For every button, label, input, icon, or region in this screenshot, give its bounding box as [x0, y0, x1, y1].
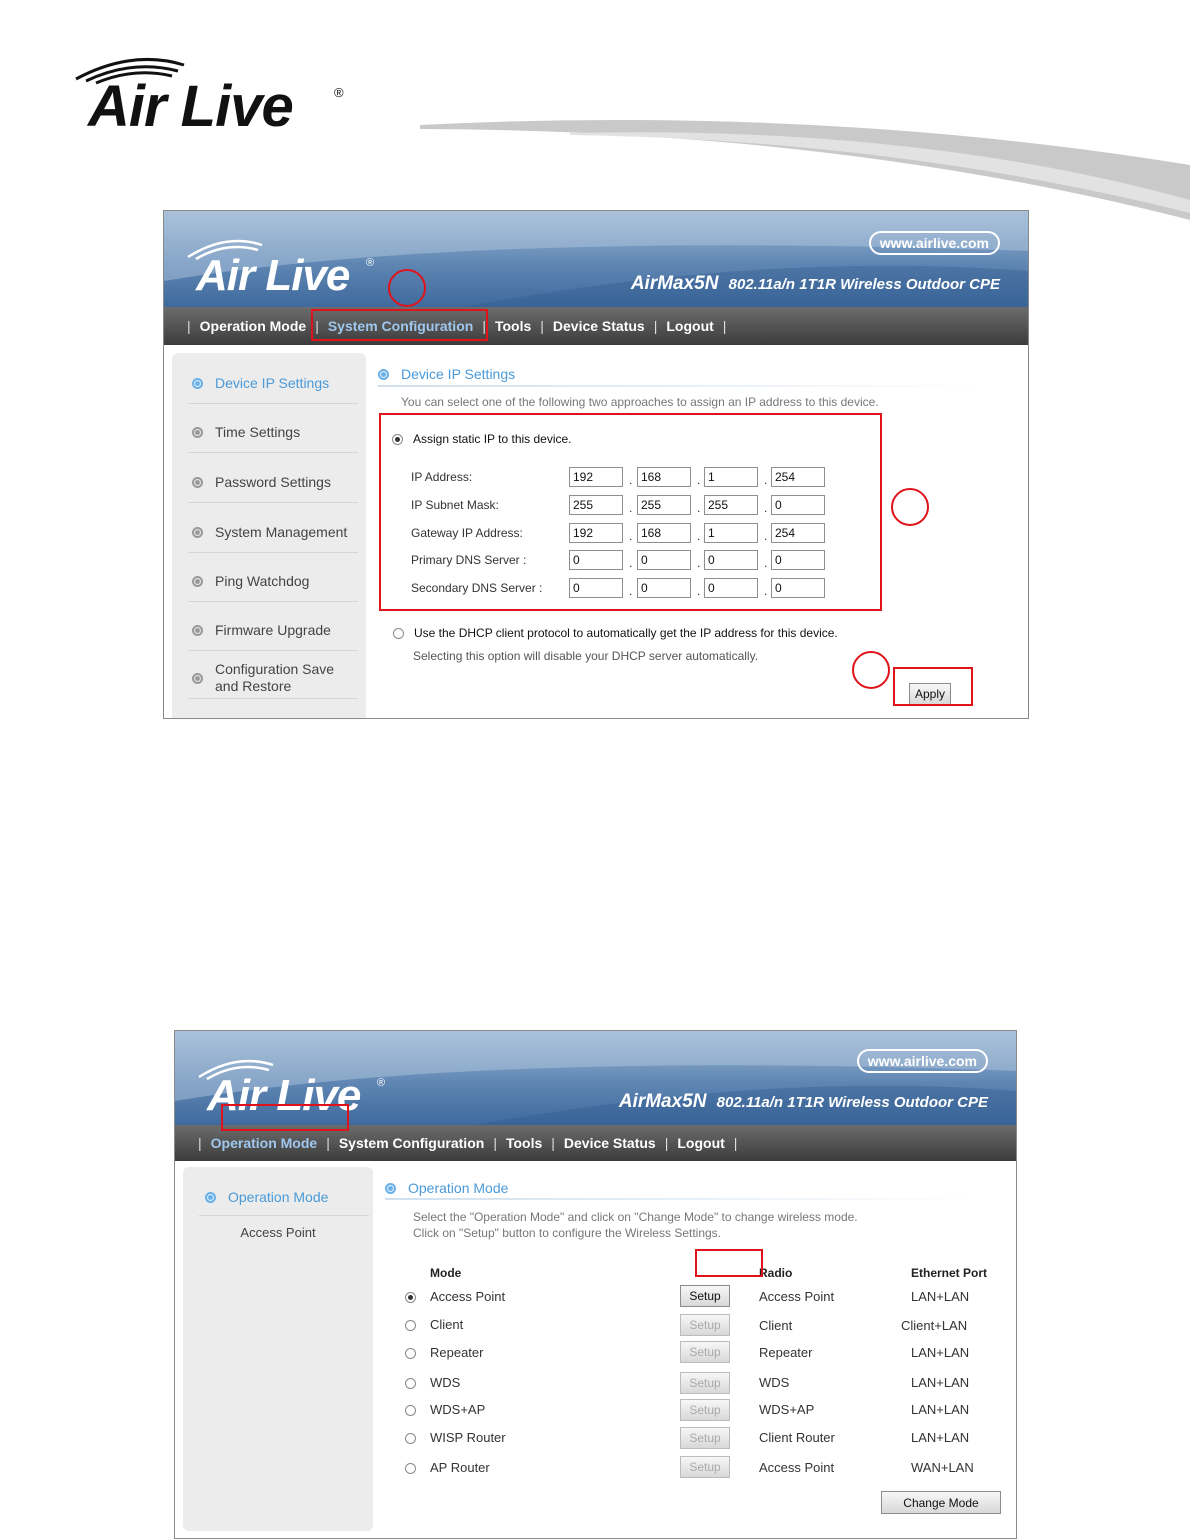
banner-logo-wordmark: Air Live — [207, 1071, 361, 1120]
bullet-icon — [385, 1183, 396, 1194]
mode-radio-ap-router[interactable] — [405, 1463, 416, 1474]
sidebar-item-device-ip-settings[interactable]: Device IP Settings — [192, 375, 362, 391]
page-description: You can select one of the following two approaches to assign an IP address to this device. — [401, 395, 879, 409]
mode-radio-repeater[interactable] — [405, 1348, 416, 1359]
radio-label: Repeater — [759, 1345, 813, 1360]
banner-logo-wordmark: Air Live — [196, 251, 350, 300]
bullet-icon — [192, 477, 203, 488]
mode-radio-client[interactable] — [405, 1320, 416, 1331]
ethernet-label: Client+LAN — [901, 1318, 968, 1333]
ip-address-label: IP Address: — [411, 470, 473, 484]
setup-button-client[interactable]: Setup — [680, 1314, 730, 1336]
step-marker-3 — [852, 651, 890, 689]
main-nav: | Operation Mode | System Configuration | Tools | Device Status | Logout | — [164, 307, 1028, 345]
ethernet-label: LAN+LAN — [911, 1430, 970, 1445]
registered-mark: ® — [334, 85, 344, 100]
highlight-setup-column — [695, 1249, 763, 1277]
website-link[interactable]: www.airlive.com — [857, 1049, 988, 1073]
mode-radio-wds[interactable] — [405, 1378, 416, 1389]
gateway-label: Gateway IP Address: — [411, 526, 523, 540]
sidebar-item-time-settings[interactable]: Time Settings — [192, 424, 362, 440]
setup-button-access-point[interactable]: Setup — [680, 1285, 730, 1307]
radio-label: Access Point — [759, 1460, 835, 1475]
nav-system-configuration[interactable]: System Configuration — [338, 1135, 485, 1151]
mode-label: Access Point — [430, 1289, 506, 1304]
logo-wordmark: Air Live — [88, 74, 293, 139]
banner-logo — [186, 237, 375, 300]
column-header-radio: Radio — [759, 1266, 793, 1280]
nav-logout[interactable]: Logout — [666, 318, 714, 334]
mode-label: Repeater — [430, 1345, 484, 1360]
bullet-icon — [192, 673, 203, 684]
setup-button-repeater[interactable]: Setup — [680, 1341, 730, 1363]
radio-label: Access Point — [759, 1289, 835, 1304]
sidebar-item-configuration-save-restore[interactable]: Configuration Save and Restore — [192, 661, 362, 695]
radio-label: Client — [759, 1318, 793, 1333]
nav-operation-mode[interactable]: Operation Mode — [210, 1135, 318, 1151]
page-logo — [72, 55, 362, 139]
device-ip-settings-screenshot: Air Live ® www.airlive.com AirMax5N 802.11a/n 1T1R Wireless Outdoor CPE | Operation Mode | System Configuration | Tools | Device Status | Logout | Device IP Settings Time Settings Password Settings System Management Ping Watchdog Firmware Upgrade Configuration Save and Restore Device IP Settings You can select one of the following two approaches to assign an IP address to this device. Assign static IP to this device. IP Address: 192 . 168 . 1 . 254 IP Subnet Mask: 255 . 255 . 255 . 0 Gateway IP Address: 192 . 168 . 1 . 254 Primary DNS Server : 0 . 0 . 0 . 0 Secondary DNS Server : 0 . 0 . 0 . 0 Use the DHCP client protocol to automatically get the IP address for this device. Selecting this option will disable your DHCP server automatically. Apply — [163, 210, 1029, 719]
setup-button-ap-router[interactable]: Setup — [680, 1456, 730, 1478]
dhcp-radio[interactable] — [393, 628, 404, 639]
bullet-icon — [192, 576, 203, 587]
ethernet-label: WAN+LAN — [911, 1460, 974, 1475]
sidebar — [183, 1167, 373, 1531]
nav-operation-mode[interactable]: Operation Mode — [199, 318, 307, 334]
page-description: Select the "Operation Mode" and click on "Change Mode" to change wireless mode. Click on "Setup" button to configure the Wireless Settings. — [413, 1210, 858, 1240]
bullet-icon — [378, 369, 389, 380]
static-ip-option[interactable]: Assign static IP to this device. — [392, 432, 572, 446]
step-marker-1 — [388, 269, 426, 307]
apply-button[interactable]: Apply — [909, 683, 951, 705]
mode-label: WDS — [430, 1375, 461, 1390]
nav-tools[interactable]: Tools — [505, 1135, 543, 1151]
sidebar-item-operation-mode[interactable]: Operation Mode — [205, 1189, 375, 1205]
secondary-dns-label: Secondary DNS Server : — [411, 581, 543, 595]
model-description: 802.11a/n 1T1R Wireless Outdoor CPE — [716, 1094, 988, 1111]
main-nav: | Operation Mode | System Configuration | Tools | Device Status | Logout | — [175, 1125, 1016, 1161]
radio-label: WDS+AP — [759, 1402, 815, 1417]
nav-tools[interactable]: Tools — [494, 318, 532, 334]
ethernet-label: LAN+LAN — [911, 1375, 970, 1390]
highlight-system-configuration — [311, 309, 488, 341]
dhcp-note: Selecting this option will disable your DHCP server automatically. — [413, 649, 759, 663]
dhcp-option[interactable]: Use the DHCP client protocol to automatically get the IP address for this device. — [393, 626, 838, 640]
page-title: Device IP Settings — [378, 366, 515, 382]
page-title: Operation Mode — [385, 1180, 508, 1196]
change-mode-button[interactable]: Change Mode — [881, 1491, 1001, 1514]
mode-radio-wds-ap[interactable] — [405, 1405, 416, 1416]
primary-dns-label: Primary DNS Server : — [411, 553, 527, 567]
model-name: AirMax5N — [618, 1091, 707, 1112]
nav-device-status[interactable]: Device Status — [552, 318, 645, 334]
registered-mark: ® — [366, 257, 375, 269]
column-header-mode: Mode — [430, 1266, 462, 1280]
nav-device-status[interactable]: Device Status — [563, 1135, 656, 1151]
subnet-mask-label: IP Subnet Mask: — [411, 498, 499, 512]
mode-label: WDS+AP — [430, 1402, 486, 1417]
mode-label: Client — [430, 1317, 464, 1332]
highlight-apply — [893, 667, 973, 706]
bullet-icon — [192, 527, 203, 538]
mode-radio-access-point[interactable] — [405, 1292, 416, 1303]
sidebar-sub-access-point[interactable]: Access Point — [240, 1225, 316, 1240]
nav-system-configuration[interactable]: System Configuration — [327, 318, 474, 334]
bullet-icon — [192, 378, 203, 389]
model-title — [619, 1091, 988, 1113]
banner — [164, 211, 1028, 307]
radio-label: WDS — [759, 1375, 790, 1390]
registered-mark: ® — [377, 1077, 386, 1089]
highlight-static-ip-block — [379, 413, 882, 611]
mode-label: AP Router — [430, 1460, 490, 1475]
mode-label: WISP Router — [430, 1430, 506, 1445]
sidebar-item-system-management[interactable]: System Management — [192, 524, 362, 540]
operation-mode-screenshot — [174, 1030, 1017, 1539]
setup-button-wds[interactable]: Setup — [680, 1372, 730, 1394]
setup-button-wds-ap[interactable]: Setup — [680, 1399, 730, 1421]
sidebar — [172, 353, 366, 719]
model-description: 802.11a/n 1T1R Wireless Outdoor CPE — [728, 276, 1000, 293]
mode-radio-wisp-router[interactable] — [405, 1433, 416, 1444]
ethernet-label: LAN+LAN — [911, 1402, 970, 1417]
highlight-operation-mode — [221, 1104, 349, 1131]
step-marker-2 — [891, 488, 929, 526]
website-link[interactable]: www.airlive.com — [869, 231, 1000, 255]
model-title — [631, 273, 1000, 295]
banner-logo — [197, 1057, 386, 1120]
model-name: AirMax5N — [630, 273, 719, 294]
radio-label: Client Router — [759, 1430, 835, 1445]
sidebar-item-ping-watchdog[interactable]: Ping Watchdog — [192, 573, 362, 589]
header-swoosh — [420, 95, 1190, 225]
nav-logout[interactable]: Logout — [677, 1135, 725, 1151]
ethernet-label: LAN+LAN — [911, 1289, 970, 1304]
setup-button-wisp-router[interactable]: Setup — [680, 1427, 730, 1449]
bullet-icon — [192, 427, 203, 438]
bullet-icon — [205, 1192, 216, 1203]
ethernet-label: LAN+LAN — [911, 1345, 970, 1360]
sidebar-item-firmware-upgrade[interactable]: Firmware Upgrade — [192, 622, 362, 638]
column-header-ethernet: Ethernet Port — [911, 1266, 988, 1280]
bullet-icon — [192, 625, 203, 636]
sidebar-item-password-settings[interactable]: Password Settings — [192, 474, 362, 490]
